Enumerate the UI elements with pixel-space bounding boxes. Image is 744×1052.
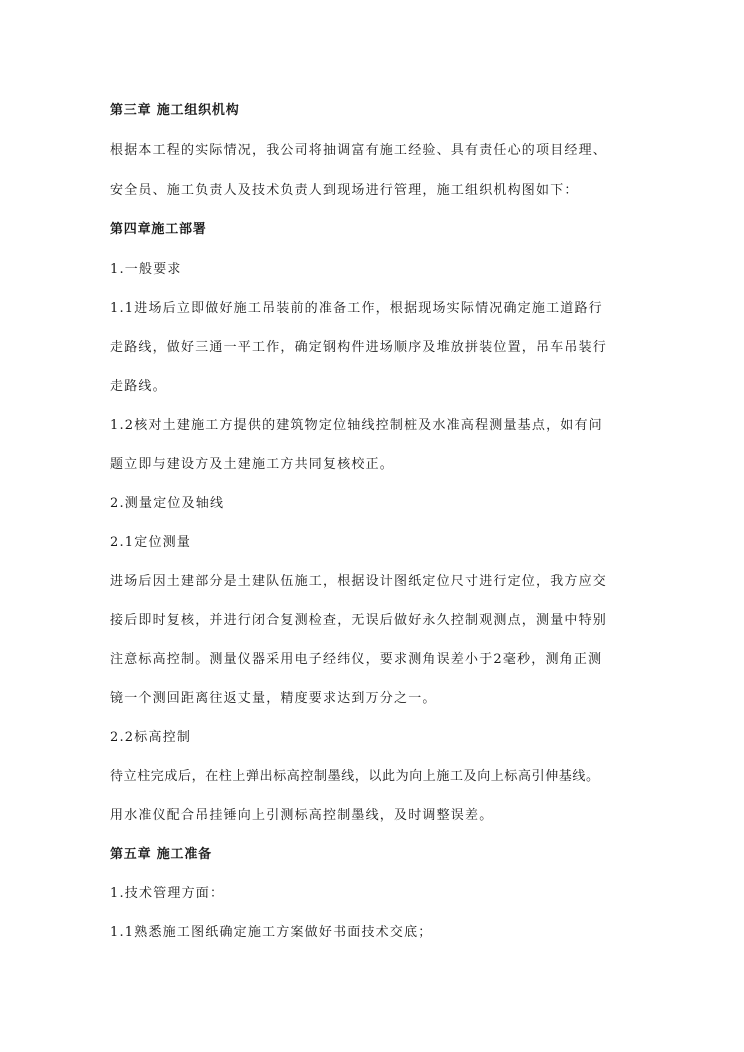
paragraph-line: 走路线，做好三通一平工作，确定钢构件进场顺序及堆放拼装位置，吊车吊装行	[110, 340, 608, 355]
paragraph-line: 1.1进场后立即做好施工吊装前的准备工作，根据现场实际情况确定施工道路行	[110, 301, 603, 316]
paragraph-line: 接后即时复核，并进行闭合复测检查，无误后做好永久控制观测点，测量中特别	[110, 613, 608, 628]
chapter-4-heading: 第四章施工部署	[110, 222, 207, 237]
paragraph-line: 题立即与建设方及土建施工方共同复核校正。	[110, 457, 395, 472]
paragraph-line: 根据本工程的实际情况，我公司将抽调富有施工经验、具有责任心的项目经理、	[110, 143, 608, 158]
paragraph-line: 安全员、施工负责人及技术负责人到现场进行管理，施工组织机构图如下：	[110, 183, 579, 198]
paragraph-line: 用水准仪配合吊挂锤向上引测标高控制墨线，及时调整误差。	[110, 808, 494, 823]
paragraph-line: 待立柱完成后，在柱上弹出标高控制墨线，以此为向上施工及向上标高引伸基线。	[110, 769, 600, 784]
chapter-5-heading: 第五章 施工准备	[110, 847, 212, 862]
paragraph-line: 1.2核对土建施工方提供的建筑物定位轴线控制桩及水准高程测量基点，如有问	[110, 418, 603, 433]
paragraph-line: 1.1熟悉施工图纸确定施工方案做好书面技术交底；	[110, 925, 433, 940]
section-heading: 2.测量定位及轴线	[110, 496, 225, 511]
section-heading: 1.一般要求	[110, 262, 182, 277]
subsection-heading: 2.2标高控制	[110, 730, 192, 745]
paragraph-line: 走路线。	[110, 379, 167, 394]
subsection-heading: 2.1定位测量	[110, 535, 192, 550]
paragraph-line: 进场后因土建部分是土建队伍施工，根据设计图纸定位尺寸进行定位，我方应交	[110, 574, 608, 589]
paragraph-line: 注意标高控制。测量仪器采用电子经纬仪，要求测角误差小于2毫秒，测角正测	[110, 652, 603, 667]
paragraph-line: 镜一个测回距离往返丈量，精度要求达到万分之一。	[110, 691, 437, 706]
chapter-3-heading: 第三章 施工组织机构	[110, 103, 240, 118]
section-heading: 1.技术管理方面：	[110, 886, 225, 901]
